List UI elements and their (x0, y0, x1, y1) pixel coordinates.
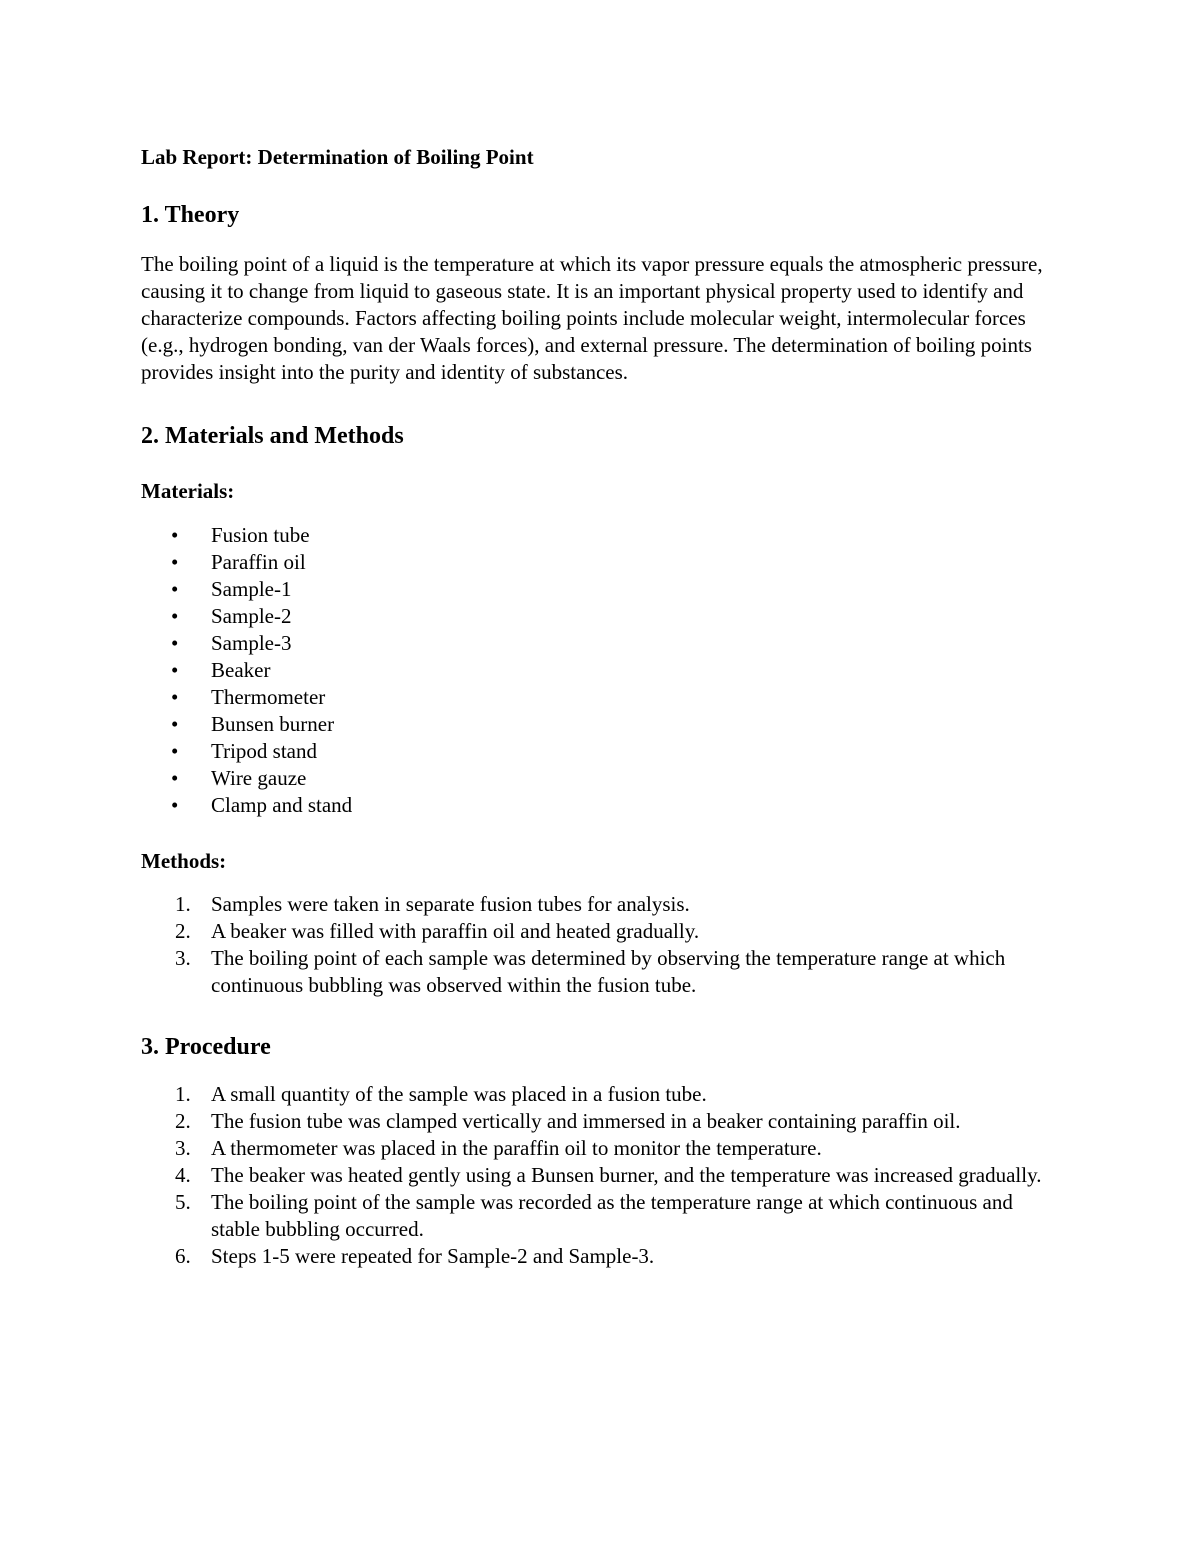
material-item: Sample-3 (211, 631, 292, 655)
list-number: 3. (175, 946, 191, 970)
bullet-icon: • (171, 712, 179, 736)
list-number: 1. (175, 892, 191, 916)
procedure-step: The fusion tube was clamped vertically and immersed in a beaker containing paraffin oil. (211, 1109, 961, 1133)
procedure-step: Steps 1-5 were repeated for Sample-2 and Sample-3. (211, 1244, 655, 1268)
material-item: Fusion tube (211, 523, 310, 547)
list-item (141, 657, 1061, 684)
document-title: Lab Report: Determination of Boiling Point (141, 145, 534, 169)
list-number: 2. (175, 919, 191, 943)
procedure-list (141, 1081, 1061, 1270)
procedure-step: A small quantity of the sample was placed in a fusion tube. (211, 1082, 707, 1106)
list-number: 2. (175, 1109, 191, 1133)
method-item: The boiling point of each sample was determined by observing the temperature range at which continuous bubbling was observed within the fusion tube. (211, 946, 1006, 997)
list-number: 5. (175, 1190, 191, 1214)
bullet-icon: • (171, 793, 179, 817)
list-item (141, 765, 1061, 792)
list-item (141, 1189, 1061, 1243)
methods-label: Methods: (141, 849, 227, 873)
bullet-icon: • (171, 604, 179, 628)
material-item: Wire gauze (211, 766, 307, 790)
bullet-icon: • (171, 685, 179, 709)
material-item: Beaker (211, 658, 271, 682)
list-item (141, 576, 1061, 603)
list-item (141, 549, 1061, 576)
list-item (141, 684, 1061, 711)
material-item: Sample-1 (211, 577, 292, 601)
material-item: Paraffin oil (211, 550, 306, 574)
material-item: Sample-2 (211, 604, 292, 628)
bullet-icon: • (171, 523, 179, 547)
list-item (141, 630, 1061, 657)
list-item (141, 1135, 1061, 1162)
bullet-icon: • (171, 739, 179, 763)
methods-list (141, 891, 1061, 999)
bullet-icon: • (171, 766, 179, 790)
list-item (141, 792, 1061, 819)
list-item (141, 522, 1061, 549)
list-item (141, 918, 1061, 945)
procedure-step: A thermometer was placed in the paraffin oil to monitor the temperature. (211, 1136, 822, 1160)
procedure-step: The boiling point of the sample was recorded as the temperature range at which continuous and stable bubbling occurred. (211, 1190, 1013, 1241)
list-number: 1. (175, 1082, 191, 1106)
list-item (141, 738, 1061, 765)
material-item: Thermometer (211, 685, 326, 709)
materials-list (141, 522, 1061, 819)
materials-methods-heading: 2. Materials and Methods (141, 423, 404, 449)
list-item (141, 945, 1061, 999)
bullet-icon: • (171, 658, 179, 682)
material-item: Bunsen burner (211, 712, 335, 736)
list-item (141, 1081, 1061, 1108)
list-number: 3. (175, 1136, 191, 1160)
list-number: 4. (175, 1163, 191, 1187)
material-item: Clamp and stand (211, 793, 353, 817)
bullet-icon: • (171, 577, 179, 601)
method-item: Samples were taken in separate fusion tubes for analysis. (211, 892, 690, 916)
list-item (141, 711, 1061, 738)
method-item: A beaker was filled with paraffin oil and heated gradually. (211, 919, 700, 943)
bullet-icon: • (171, 550, 179, 574)
list-item (141, 1108, 1061, 1135)
list-item (141, 603, 1061, 630)
bullet-icon: • (171, 631, 179, 655)
list-item (141, 891, 1061, 918)
procedure-heading: 3. Procedure (141, 1034, 271, 1060)
materials-label: Materials: (141, 479, 235, 503)
list-item (141, 1162, 1061, 1189)
theory-heading: 1. Theory (141, 202, 240, 228)
document-page (141, 138, 1061, 1270)
material-item: Tripod stand (211, 739, 317, 763)
procedure-step: The beaker was heated gently using a Bunsen burner, and the temperature was increased gradually. (211, 1163, 1042, 1187)
theory-paragraph: The boiling point of a liquid is the temperature at which its vapor pressure equals the atmospheric pressure, causing it to change from liquid to gaseous state. It is an important physical property used to identify and characterize compounds. Factors affecting boiling points include molecular weight, intermolecular forces (e.g., hydrogen bonding, van der Waals forces), and external pressure. The determination of boiling points provides insight into the purity and identity of substances. (141, 252, 1043, 384)
list-number: 6. (175, 1244, 191, 1268)
list-item (141, 1243, 1061, 1270)
